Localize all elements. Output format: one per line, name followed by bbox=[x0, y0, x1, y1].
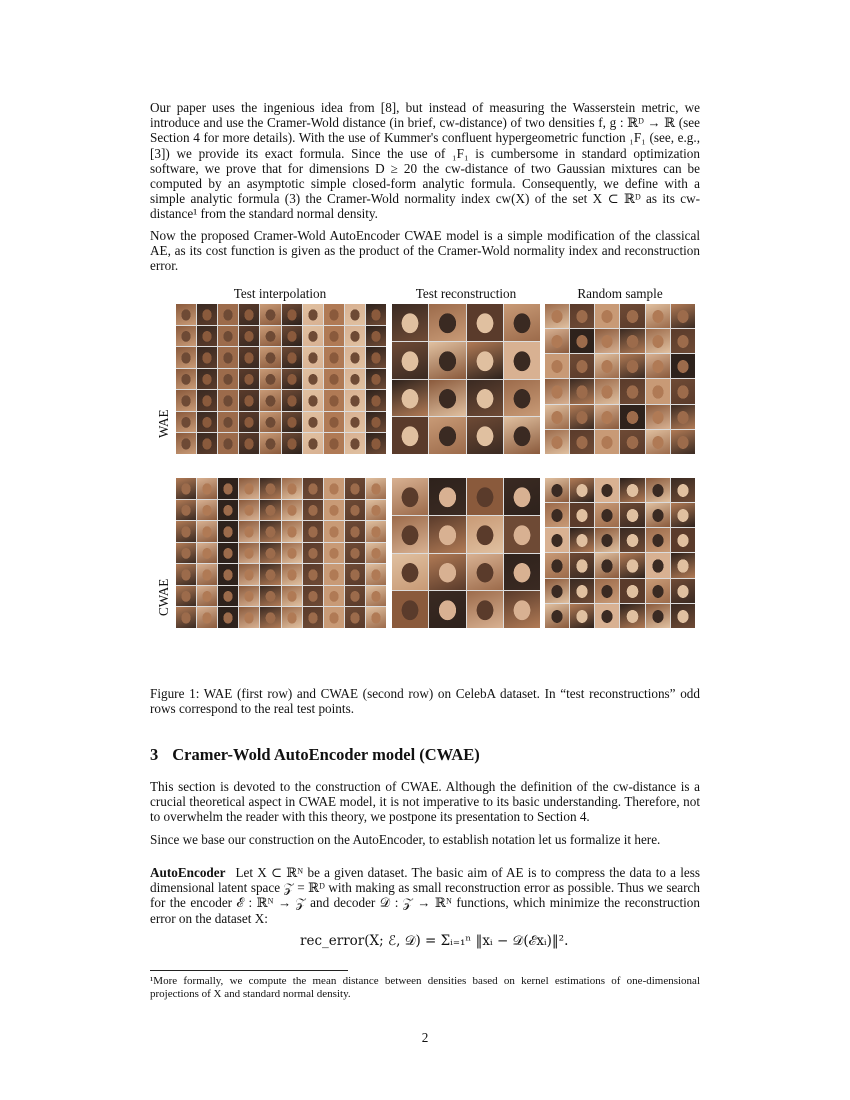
face-thumbnail bbox=[595, 354, 619, 378]
figure-caption bbox=[150, 686, 700, 716]
face-thumbnail bbox=[303, 412, 323, 433]
face-thumbnail bbox=[504, 516, 540, 553]
page-body bbox=[150, 100, 700, 274]
face-thumbnail bbox=[260, 521, 280, 542]
face-thumbnail bbox=[545, 405, 569, 429]
face-thumbnail bbox=[595, 430, 619, 454]
face-thumbnail bbox=[282, 543, 302, 564]
face-thumbnail bbox=[570, 329, 594, 353]
face-thumbnail bbox=[646, 503, 670, 527]
face-thumbnail bbox=[303, 521, 323, 542]
face-thumbnail bbox=[620, 579, 644, 603]
face-thumbnail bbox=[671, 379, 695, 403]
face-thumbnail bbox=[646, 579, 670, 603]
face-thumbnail bbox=[176, 390, 196, 411]
face-thumbnail bbox=[545, 304, 569, 328]
face-thumbnail bbox=[303, 478, 323, 499]
face-thumbnail bbox=[176, 521, 196, 542]
face-thumbnail bbox=[197, 478, 217, 499]
face-thumbnail bbox=[303, 500, 323, 521]
face-thumbnail bbox=[671, 604, 695, 628]
face-thumbnail bbox=[324, 521, 344, 542]
face-thumbnail bbox=[260, 543, 280, 564]
face-thumbnail bbox=[392, 554, 428, 591]
face-thumbnail bbox=[366, 369, 386, 390]
face-thumbnail bbox=[345, 347, 365, 368]
face-thumbnail bbox=[620, 430, 644, 454]
face-thumbnail bbox=[303, 433, 323, 454]
face-thumbnail bbox=[239, 326, 259, 347]
face-thumbnail bbox=[366, 433, 386, 454]
face-thumbnail bbox=[345, 369, 365, 390]
face-thumbnail bbox=[366, 586, 386, 607]
face-thumbnail bbox=[429, 554, 465, 591]
face-thumbnail bbox=[282, 586, 302, 607]
face-thumbnail bbox=[429, 417, 465, 454]
face-thumbnail bbox=[324, 304, 344, 325]
face-thumbnail bbox=[324, 500, 344, 521]
face-thumbnail bbox=[218, 521, 238, 542]
face-thumbnail bbox=[197, 347, 217, 368]
face-thumbnail bbox=[570, 528, 594, 552]
face-thumbnail bbox=[345, 304, 365, 325]
face-thumbnail bbox=[282, 478, 302, 499]
face-thumbnail bbox=[671, 354, 695, 378]
intro-paragraph: Our paper uses the ingenious idea from [8], but instead of measuring the Wasserstein metric, we introduce and use the Cramer-Wold distance (in brief, cw-distance) of two densities f, g : ℝᴰ → ℝ (see Section 4 for more details). With the use of Kummer's confluent hypergeometric function ₁F₁ (see, e.g., [3]) we provide its exact formula. Since the use of ₁F₁ is cumbersome in standard optimization software, we prove that for dimensions D ≥ 20 the cw-distance of two Gaussian mixtures can be computed by an asymptotic simple closed-form analytic formula. Consequently, we define with a simple analytic formula (3) the Cramer-Wold normality index cw(X) of the set X ⊂ ℝᴰ as its cw-distance¹ from the standard normal density. bbox=[150, 100, 700, 222]
face-thumbnail bbox=[646, 478, 670, 502]
face-thumbnail bbox=[282, 433, 302, 454]
face-thumbnail bbox=[239, 304, 259, 325]
face-thumbnail bbox=[545, 553, 569, 577]
face-thumbnail bbox=[239, 433, 259, 454]
face-thumbnail bbox=[504, 304, 540, 341]
col-title-interpolation: Test interpolation bbox=[233, 286, 327, 301]
face-thumbnail bbox=[239, 412, 259, 433]
face-thumbnail bbox=[595, 604, 619, 628]
face-thumbnail bbox=[303, 390, 323, 411]
face-thumbnail bbox=[392, 417, 428, 454]
face-thumbnail bbox=[467, 516, 503, 553]
face-thumbnail bbox=[620, 503, 644, 527]
face-thumbnail bbox=[646, 354, 670, 378]
face-thumbnail bbox=[176, 326, 196, 347]
face-thumbnail bbox=[197, 433, 217, 454]
face-thumbnail bbox=[467, 304, 503, 341]
face-thumbnail bbox=[570, 478, 594, 502]
face-thumbnail bbox=[345, 564, 365, 585]
face-thumbnail bbox=[545, 604, 569, 628]
face-thumbnail bbox=[239, 607, 259, 628]
face-thumbnail bbox=[282, 390, 302, 411]
face-thumbnail bbox=[197, 607, 217, 628]
face-thumbnail bbox=[239, 521, 259, 542]
face-thumbnail bbox=[197, 304, 217, 325]
face-thumbnail bbox=[176, 500, 196, 521]
face-thumbnail bbox=[260, 390, 280, 411]
face-thumbnail bbox=[260, 586, 280, 607]
section-title: Cramer-Wold AutoEncoder model (CWAE) bbox=[172, 745, 480, 764]
face-thumbnail bbox=[282, 347, 302, 368]
face-thumbnail bbox=[197, 543, 217, 564]
face-thumbnail bbox=[429, 304, 465, 341]
face-thumbnail bbox=[429, 342, 465, 379]
face-thumbnail bbox=[218, 326, 238, 347]
section-number: 3 bbox=[150, 745, 159, 764]
face-thumbnail bbox=[260, 326, 280, 347]
face-thumbnail bbox=[504, 591, 540, 628]
face-thumbnail bbox=[595, 528, 619, 552]
cwae-random-grid bbox=[545, 478, 695, 628]
face-thumbnail bbox=[620, 553, 644, 577]
face-thumbnail bbox=[218, 543, 238, 564]
face-thumbnail bbox=[197, 586, 217, 607]
face-thumbnail bbox=[620, 528, 644, 552]
face-thumbnail bbox=[239, 586, 259, 607]
face-thumbnail bbox=[504, 342, 540, 379]
face-thumbnail bbox=[392, 478, 428, 515]
face-thumbnail bbox=[239, 564, 259, 585]
face-thumbnail bbox=[392, 591, 428, 628]
face-thumbnail bbox=[345, 543, 365, 564]
face-thumbnail bbox=[366, 543, 386, 564]
face-thumbnail bbox=[366, 564, 386, 585]
face-thumbnail bbox=[620, 304, 644, 328]
face-thumbnail bbox=[239, 543, 259, 564]
face-thumbnail bbox=[197, 412, 217, 433]
face-thumbnail bbox=[176, 433, 196, 454]
rec-error-equation: rec_error(X; ℰ, 𝒟) = Σᵢ₌₁ⁿ ‖xᵢ − 𝒟(ℰxᵢ)‖². bbox=[300, 933, 569, 949]
face-thumbnail bbox=[197, 390, 217, 411]
wae-reconstruction-grid bbox=[392, 304, 540, 454]
face-thumbnail bbox=[392, 342, 428, 379]
face-thumbnail bbox=[282, 607, 302, 628]
face-thumbnail bbox=[239, 347, 259, 368]
face-thumbnail bbox=[218, 347, 238, 368]
face-thumbnail bbox=[282, 564, 302, 585]
face-thumbnail bbox=[345, 521, 365, 542]
face-thumbnail bbox=[671, 478, 695, 502]
face-thumbnail bbox=[239, 500, 259, 521]
face-thumbnail bbox=[545, 478, 569, 502]
face-thumbnail bbox=[218, 478, 238, 499]
face-thumbnail bbox=[570, 304, 594, 328]
face-thumbnail bbox=[504, 380, 540, 417]
face-thumbnail bbox=[671, 430, 695, 454]
face-thumbnail bbox=[260, 564, 280, 585]
face-thumbnail bbox=[197, 521, 217, 542]
face-thumbnail bbox=[324, 390, 344, 411]
face-thumbnail bbox=[429, 478, 465, 515]
face-thumbnail bbox=[176, 347, 196, 368]
face-thumbnail bbox=[671, 579, 695, 603]
face-thumbnail bbox=[620, 329, 644, 353]
row-label-wae: WAE bbox=[156, 409, 171, 438]
cwae-reconstruction-grid bbox=[392, 478, 540, 628]
face-thumbnail bbox=[218, 304, 238, 325]
autoencoder-paragraph bbox=[150, 865, 700, 926]
face-thumbnail bbox=[595, 405, 619, 429]
face-thumbnail bbox=[504, 417, 540, 454]
face-thumbnail bbox=[324, 607, 344, 628]
face-thumbnail bbox=[324, 543, 344, 564]
footnote: ¹More formally, we compute the mean distance between densities based on kernel estimations of one-dimensional projections of X and standard normal density. bbox=[150, 975, 700, 1000]
face-thumbnail bbox=[570, 503, 594, 527]
face-thumbnail bbox=[324, 326, 344, 347]
face-thumbnail bbox=[218, 607, 238, 628]
face-thumbnail bbox=[366, 412, 386, 433]
face-thumbnail bbox=[366, 304, 386, 325]
face-thumbnail bbox=[366, 478, 386, 499]
face-thumbnail bbox=[324, 478, 344, 499]
face-thumbnail bbox=[429, 516, 465, 553]
face-thumbnail bbox=[366, 607, 386, 628]
face-thumbnail bbox=[595, 379, 619, 403]
footnote-divider bbox=[150, 970, 348, 971]
face-thumbnail bbox=[260, 412, 280, 433]
face-thumbnail bbox=[366, 326, 386, 347]
autoencoder-heading: AutoEncoder bbox=[150, 865, 226, 880]
face-thumbnail bbox=[324, 586, 344, 607]
cwae-paragraph: Now the proposed Cramer-Wold AutoEncoder CWAE model is a simple modification of the classical AE, as its cost function is given as the product of the Cramer-Wold normality index and reconstruction error. bbox=[150, 228, 700, 274]
face-thumbnail bbox=[260, 500, 280, 521]
face-thumbnail bbox=[595, 553, 619, 577]
face-thumbnail bbox=[260, 607, 280, 628]
section-body bbox=[150, 779, 700, 847]
face-thumbnail bbox=[282, 412, 302, 433]
face-thumbnail bbox=[324, 347, 344, 368]
face-thumbnail bbox=[467, 380, 503, 417]
face-thumbnail bbox=[595, 503, 619, 527]
face-thumbnail bbox=[324, 412, 344, 433]
face-thumbnail bbox=[671, 528, 695, 552]
face-thumbnail bbox=[303, 607, 323, 628]
face-thumbnail bbox=[545, 379, 569, 403]
section-paragraph-2: Since we base our construction on the AutoEncoder, to establish notation let us formalize it here. bbox=[150, 831, 661, 847]
face-thumbnail bbox=[282, 369, 302, 390]
section-heading bbox=[150, 745, 480, 765]
face-thumbnail bbox=[239, 478, 259, 499]
face-thumbnail bbox=[197, 369, 217, 390]
face-thumbnail bbox=[345, 412, 365, 433]
face-thumbnail bbox=[620, 405, 644, 429]
face-thumbnail bbox=[197, 326, 217, 347]
face-thumbnail bbox=[239, 390, 259, 411]
face-thumbnail bbox=[176, 412, 196, 433]
col-title-random: Random sample bbox=[577, 286, 663, 301]
face-thumbnail bbox=[176, 564, 196, 585]
face-thumbnail bbox=[303, 543, 323, 564]
cwae-interpolation-grid bbox=[176, 478, 386, 628]
face-thumbnail bbox=[345, 586, 365, 607]
face-thumbnail bbox=[545, 329, 569, 353]
face-thumbnail bbox=[218, 412, 238, 433]
face-thumbnail bbox=[429, 380, 465, 417]
face-thumbnail bbox=[392, 516, 428, 553]
face-thumbnail bbox=[545, 528, 569, 552]
face-thumbnail bbox=[620, 379, 644, 403]
face-thumbnail bbox=[345, 326, 365, 347]
page-number: 2 bbox=[421, 1030, 429, 1045]
face-thumbnail bbox=[303, 347, 323, 368]
face-thumbnail bbox=[646, 379, 670, 403]
face-thumbnail bbox=[467, 417, 503, 454]
face-thumbnail bbox=[429, 591, 465, 628]
face-thumbnail bbox=[646, 604, 670, 628]
face-thumbnail bbox=[570, 354, 594, 378]
face-thumbnail bbox=[504, 554, 540, 591]
face-thumbnail bbox=[504, 478, 540, 515]
face-thumbnail bbox=[345, 478, 365, 499]
wae-random-grid bbox=[545, 304, 695, 454]
face-thumbnail bbox=[260, 478, 280, 499]
face-thumbnail bbox=[197, 500, 217, 521]
face-thumbnail bbox=[303, 369, 323, 390]
face-thumbnail bbox=[646, 528, 670, 552]
face-thumbnail bbox=[218, 390, 238, 411]
face-thumbnail bbox=[570, 553, 594, 577]
section-paragraph-1: This section is devoted to the construction of CWAE. Although the definition of the cw-distance is a crucial theoretical aspect in CWAE model, it is not imperative to its basic understanding. Therefore, not to overwhelm the reader with this theory, we postpone its presentation to Section 4. bbox=[150, 779, 700, 825]
face-thumbnail bbox=[260, 347, 280, 368]
face-thumbnail bbox=[595, 329, 619, 353]
face-thumbnail bbox=[324, 369, 344, 390]
face-thumbnail bbox=[545, 579, 569, 603]
face-thumbnail bbox=[620, 604, 644, 628]
face-thumbnail bbox=[282, 500, 302, 521]
face-thumbnail bbox=[671, 405, 695, 429]
face-thumbnail bbox=[303, 326, 323, 347]
face-thumbnail bbox=[646, 430, 670, 454]
face-thumbnail bbox=[366, 390, 386, 411]
face-thumbnail bbox=[545, 354, 569, 378]
face-thumbnail bbox=[570, 405, 594, 429]
face-thumbnail bbox=[260, 304, 280, 325]
face-thumbnail bbox=[176, 543, 196, 564]
face-thumbnail bbox=[324, 564, 344, 585]
face-thumbnail bbox=[176, 586, 196, 607]
face-thumbnail bbox=[467, 342, 503, 379]
face-thumbnail bbox=[303, 304, 323, 325]
face-thumbnail bbox=[570, 579, 594, 603]
face-thumbnail bbox=[176, 369, 196, 390]
caption-text: Figure 1: WAE (first row) and CWAE (second row) on CelebA dataset. In “test reconstructions” odd rows correspond to the real test points. bbox=[150, 686, 700, 717]
face-thumbnail bbox=[282, 521, 302, 542]
face-thumbnail bbox=[303, 564, 323, 585]
face-thumbnail bbox=[176, 607, 196, 628]
face-thumbnail bbox=[570, 430, 594, 454]
face-thumbnail bbox=[345, 390, 365, 411]
face-thumbnail bbox=[570, 604, 594, 628]
face-thumbnail bbox=[218, 586, 238, 607]
face-thumbnail bbox=[646, 329, 670, 353]
face-thumbnail bbox=[392, 380, 428, 417]
face-thumbnail bbox=[282, 304, 302, 325]
face-thumbnail bbox=[366, 500, 386, 521]
wae-interpolation-grid bbox=[176, 304, 386, 454]
face-thumbnail bbox=[646, 405, 670, 429]
face-thumbnail bbox=[176, 304, 196, 325]
face-thumbnail bbox=[197, 564, 217, 585]
face-thumbnail bbox=[620, 478, 644, 502]
face-thumbnail bbox=[467, 478, 503, 515]
face-thumbnail bbox=[176, 478, 196, 499]
face-thumbnail bbox=[366, 347, 386, 368]
face-thumbnail bbox=[239, 369, 259, 390]
face-thumbnail bbox=[218, 564, 238, 585]
face-thumbnail bbox=[260, 369, 280, 390]
face-thumbnail bbox=[303, 586, 323, 607]
face-thumbnail bbox=[366, 521, 386, 542]
face-thumbnail bbox=[345, 607, 365, 628]
col-title-reconstruction: Test reconstruction bbox=[415, 286, 517, 301]
face-thumbnail bbox=[671, 304, 695, 328]
row-label-cwae: CWAE bbox=[156, 578, 171, 616]
face-thumbnail bbox=[260, 433, 280, 454]
face-thumbnail bbox=[595, 304, 619, 328]
face-thumbnail bbox=[545, 430, 569, 454]
face-thumbnail bbox=[467, 591, 503, 628]
face-thumbnail bbox=[671, 553, 695, 577]
face-thumbnail bbox=[282, 326, 302, 347]
face-thumbnail bbox=[646, 304, 670, 328]
face-thumbnail bbox=[620, 354, 644, 378]
face-thumbnail bbox=[218, 500, 238, 521]
face-thumbnail bbox=[671, 329, 695, 353]
face-thumbnail bbox=[324, 433, 344, 454]
face-thumbnail bbox=[595, 478, 619, 502]
figure-1 bbox=[140, 286, 700, 631]
face-thumbnail bbox=[345, 500, 365, 521]
face-thumbnail bbox=[570, 379, 594, 403]
face-thumbnail bbox=[646, 553, 670, 577]
face-thumbnail bbox=[345, 433, 365, 454]
face-thumbnail bbox=[595, 579, 619, 603]
face-thumbnail bbox=[671, 503, 695, 527]
face-thumbnail bbox=[218, 369, 238, 390]
face-thumbnail bbox=[467, 554, 503, 591]
face-thumbnail bbox=[545, 503, 569, 527]
autoencoder-text: Let X ⊂ ℝᴺ be a given dataset. The basic aim of AE is to compress the data to a less dimensional latent space 𝒵 = ℝᴰ with making as small reconstruction error as possible. Thus we search for the encoder ℰ : ℝᴺ → 𝒵 and decoder 𝒟 : 𝒵 → ℝᴺ functions, which minimize the reconstruction error on the dataset X: bbox=[150, 865, 700, 926]
face-thumbnail bbox=[218, 433, 238, 454]
face-thumbnail bbox=[392, 304, 428, 341]
